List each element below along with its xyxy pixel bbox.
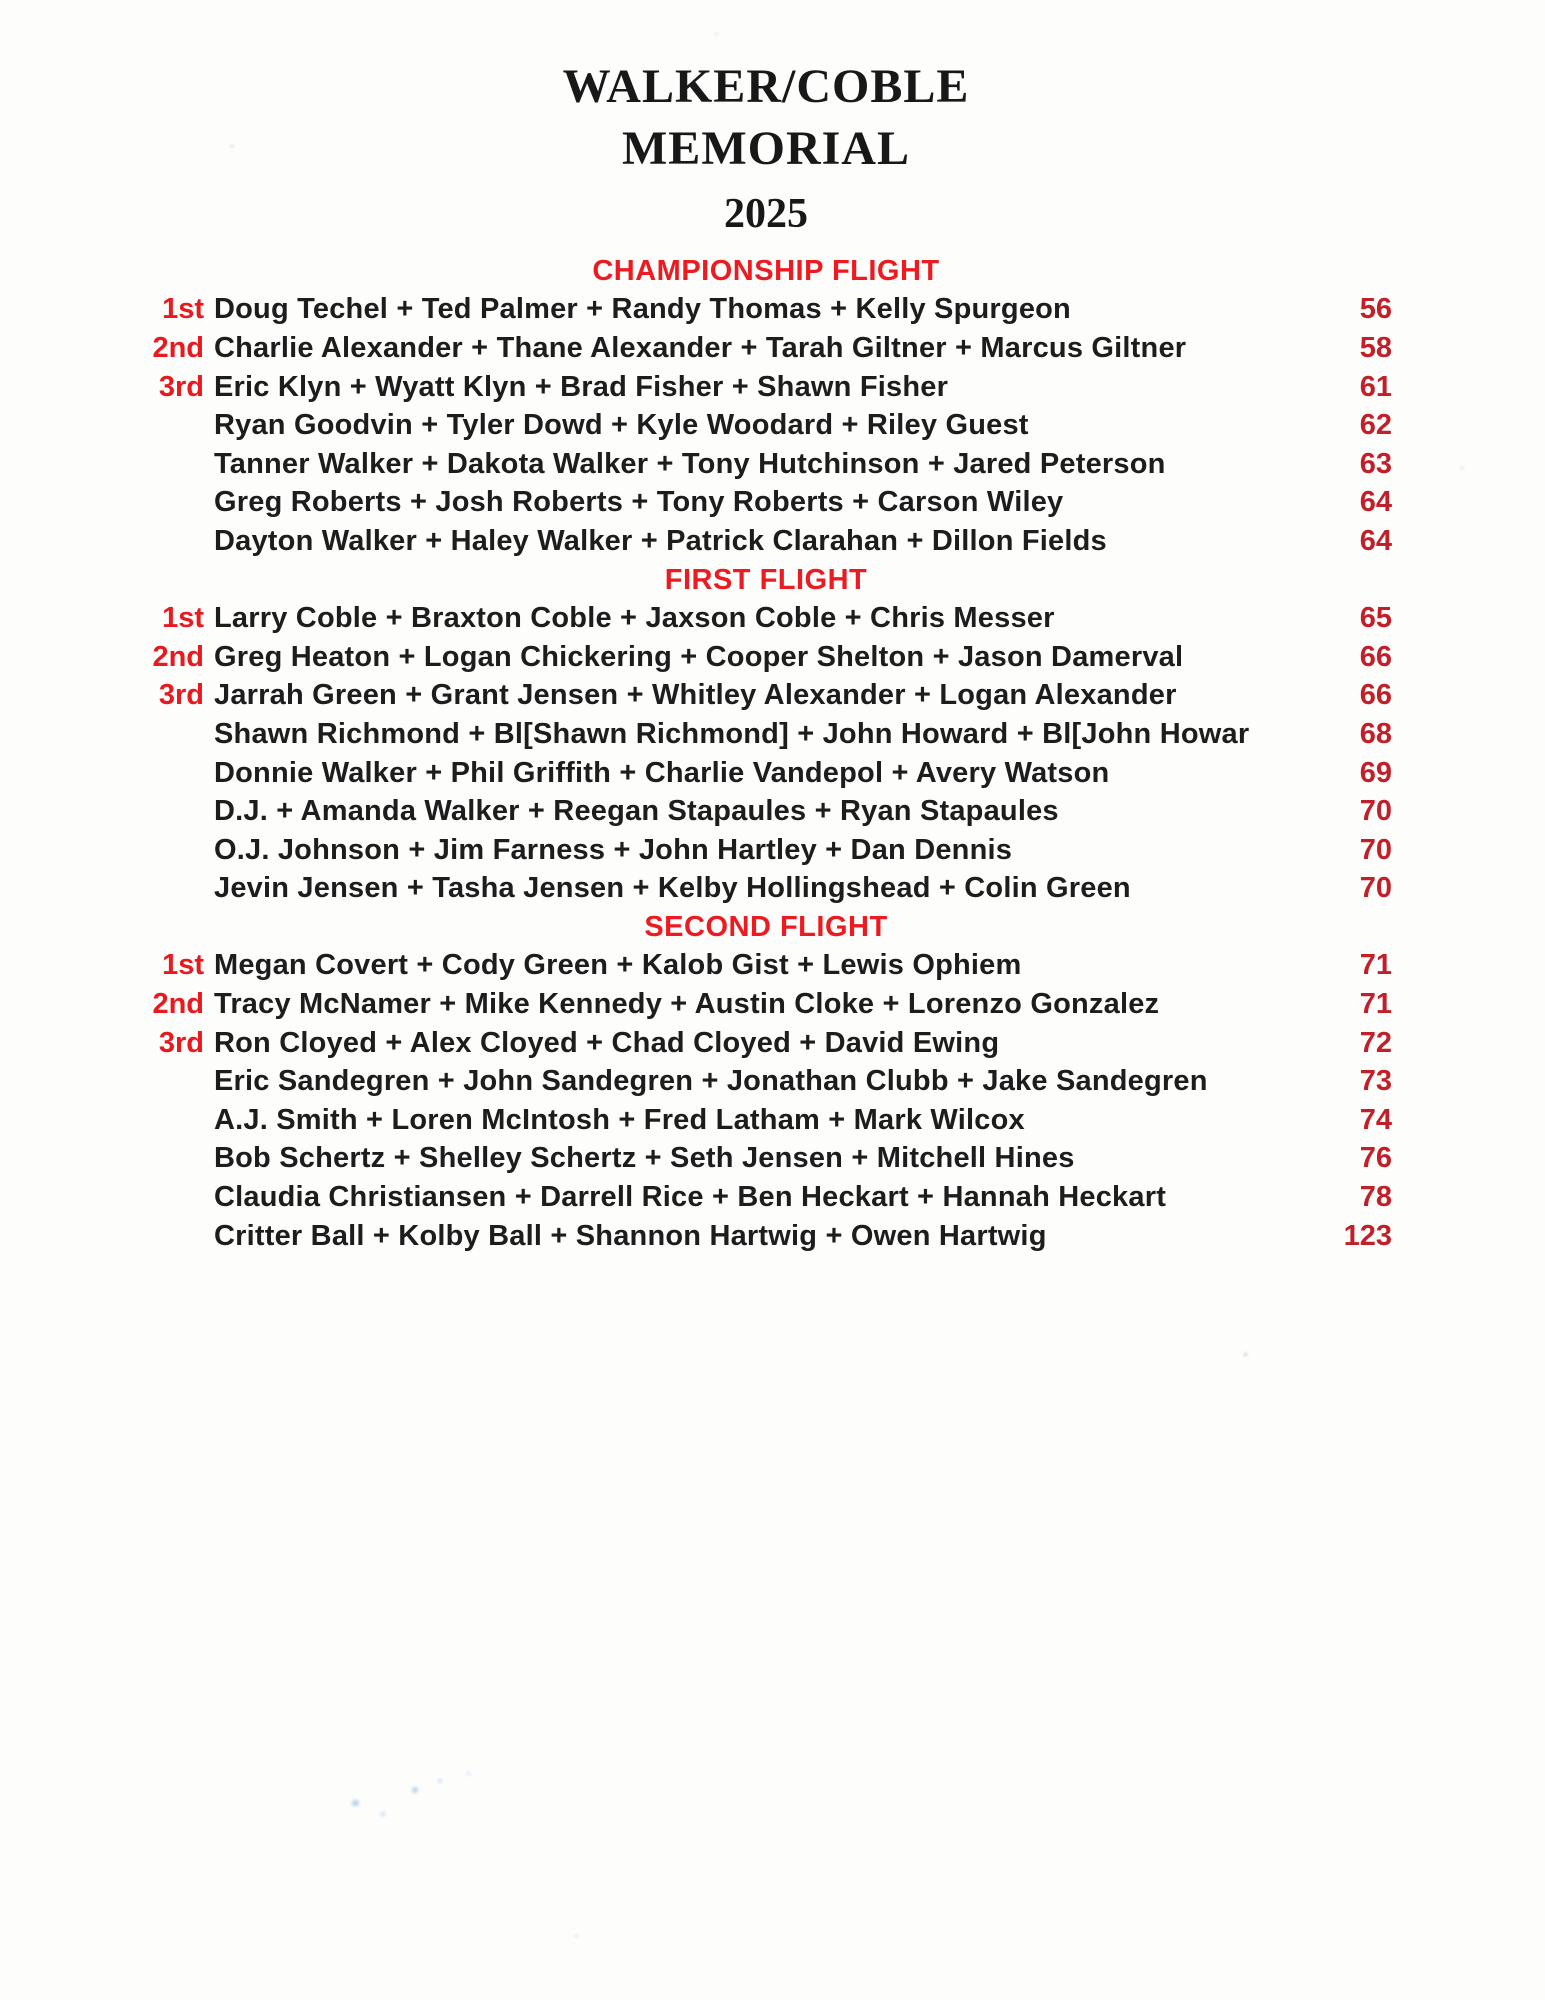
row-rank: 1st [162, 293, 204, 326]
row-score: 72 [1359, 1026, 1392, 1059]
row-team: Charlie Alexander + Thane Alexander + Tarah Giltner + Marcus Giltner [214, 331, 1187, 364]
row-team: Greg Heaton + Logan Chickering + Cooper Shelton + Jason Damerval [214, 640, 1184, 673]
flight-header: SECOND FLIGHT [644, 911, 888, 944]
row-rank: 3rd [158, 1026, 204, 1059]
row-team: Doug Techel + Ted Palmer + Randy Thomas + Kelly Spurgeon [214, 293, 1071, 326]
flight-header: FIRST FLIGHT [664, 563, 868, 596]
row-score: 56 [1359, 293, 1392, 326]
result-row [140, 715, 1392, 754]
flight-section [140, 908, 1392, 1255]
row-team: D.J. + Amanda Walker + Reegan Stapaules + Ryan Stapaules [214, 795, 1059, 828]
row-score: 64 [1359, 524, 1392, 557]
row-score: 68 [1359, 717, 1392, 750]
row-rank: 2nd [152, 640, 204, 673]
row-score: 61 [1359, 370, 1392, 403]
row-score: 69 [1359, 756, 1392, 789]
result-row [140, 368, 1392, 407]
row-team: Critter Ball + Kolby Ball + Shannon Hartwig + Owen Hartwig [214, 1219, 1047, 1252]
title-block [140, 56, 1392, 240]
row-team: Larry Coble + Braxton Coble + Jaxson Coble + Chris Messer [214, 602, 1055, 635]
result-row [140, 677, 1392, 716]
scan-artifact [1460, 466, 1464, 470]
row-rank: 2nd [152, 988, 204, 1021]
flight-section [140, 252, 1392, 561]
result-row [140, 1178, 1392, 1217]
row-score: 66 [1359, 679, 1392, 712]
result-row [140, 638, 1392, 677]
result-row [140, 406, 1392, 445]
scan-artifact [714, 32, 719, 36]
scan-artifact [381, 1812, 385, 1816]
row-score: 70 [1359, 795, 1392, 828]
row-team: Megan Covert + Cody Green + Kalob Gist + Lewis Ophiem [214, 949, 1022, 982]
flight-rows [140, 291, 1392, 561]
result-row [140, 484, 1392, 523]
page-title-line1: WALKER/COBLE [562, 60, 970, 113]
scan-artifact [352, 1800, 359, 1806]
row-team: Eric Klyn + Wyatt Klyn + Brad Fisher + Shawn Fisher [214, 370, 949, 403]
result-row [140, 947, 1392, 986]
row-team: Eric Sandegren + John Sandegren + Jonathan Clubb + Jake Sandegren [214, 1065, 1208, 1098]
row-rank: 3rd [158, 679, 204, 712]
row-score: 62 [1359, 409, 1392, 442]
result-row [140, 1140, 1392, 1179]
scan-artifact [412, 1787, 418, 1793]
scan-artifact [574, 1934, 579, 1938]
row-team: Tanner Walker + Dakota Walker + Tony Hutchinson + Jared Peterson [214, 447, 1166, 480]
results-sheet [140, 56, 1392, 1255]
row-score: 64 [1359, 486, 1392, 519]
flights [140, 252, 1392, 1255]
row-score: 71 [1359, 988, 1392, 1021]
row-score: 123 [1343, 1219, 1392, 1252]
row-team: A.J. Smith + Loren McIntosh + Fred Latham + Mark Wilcox [214, 1103, 1025, 1136]
row-team: Ryan Goodvin + Tyler Dowd + Kyle Woodard + Riley Guest [214, 409, 1029, 442]
result-row [140, 291, 1392, 330]
row-score: 63 [1359, 447, 1392, 480]
flight-header: CHAMPIONSHIP FLIGHT [592, 255, 940, 287]
row-rank: 1st [162, 602, 204, 635]
result-row [140, 985, 1392, 1024]
flight-rows [140, 599, 1392, 908]
row-team: Donnie Walker + Phil Griffith + Charlie Vandepol + Avery Watson [214, 756, 1110, 789]
row-score: 66 [1359, 640, 1392, 673]
row-team: Dayton Walker + Haley Walker + Patrick Clarahan + Dillon Fields [214, 524, 1107, 557]
result-row [140, 1024, 1392, 1063]
row-rank: 2nd [152, 331, 204, 364]
row-team: Ron Cloyed + Alex Cloyed + Chad Cloyed + David Ewing [214, 1026, 1000, 1059]
result-row [140, 1101, 1392, 1140]
row-team: Greg Roberts + Josh Roberts + Tony Roberts + Carson Wiley [214, 486, 1064, 519]
row-score: 65 [1359, 602, 1392, 635]
row-team: O.J. Johnson + Jim Farness + John Hartley + Dan Dennis [214, 833, 1013, 866]
result-row [140, 754, 1392, 793]
row-team: Jevin Jensen + Tasha Jensen + Kelby Hollingshead + Colin Green [214, 872, 1131, 905]
page-title-year: 2025 [724, 191, 808, 237]
result-row [140, 1062, 1392, 1101]
row-team: Tracy McNamer + Mike Kennedy + Austin Cloke + Lorenzo Gonzalez [214, 988, 1160, 1021]
row-team: Shawn Richmond + Bl[Shawn Richmond] + John Howard + Bl[John Howar [214, 717, 1250, 750]
row-team: Claudia Christiansen + Darrell Rice + Ben Heckart + Hannah Heckart [214, 1181, 1167, 1214]
result-row [140, 329, 1392, 368]
scan-artifact [1243, 1352, 1248, 1357]
row-rank: 1st [162, 949, 204, 982]
result-row [140, 870, 1392, 909]
row-team: Bob Schertz + Shelley Schertz + Seth Jensen + Mitchell Hines [214, 1142, 1075, 1175]
result-row [140, 831, 1392, 870]
row-score: 76 [1359, 1142, 1392, 1175]
row-score: 70 [1359, 872, 1392, 905]
row-score: 73 [1359, 1065, 1392, 1098]
flight-rows [140, 947, 1392, 1256]
scan-artifact [438, 1779, 442, 1783]
page-title-line2: MEMORIAL [622, 122, 910, 175]
row-score: 71 [1359, 949, 1392, 982]
row-score: 78 [1359, 1181, 1392, 1214]
result-row [140, 445, 1392, 484]
result-row [140, 1217, 1392, 1256]
result-row [140, 599, 1392, 638]
row-score: 70 [1359, 833, 1392, 866]
result-row [140, 522, 1392, 561]
row-score: 58 [1359, 331, 1392, 364]
result-row [140, 792, 1392, 831]
row-team: Jarrah Green + Grant Jensen + Whitley Alexander + Logan Alexander [214, 679, 1177, 712]
row-rank: 3rd [158, 370, 204, 403]
row-score: 74 [1359, 1103, 1392, 1136]
scan-artifact [467, 1772, 470, 1775]
flight-section [140, 561, 1392, 908]
